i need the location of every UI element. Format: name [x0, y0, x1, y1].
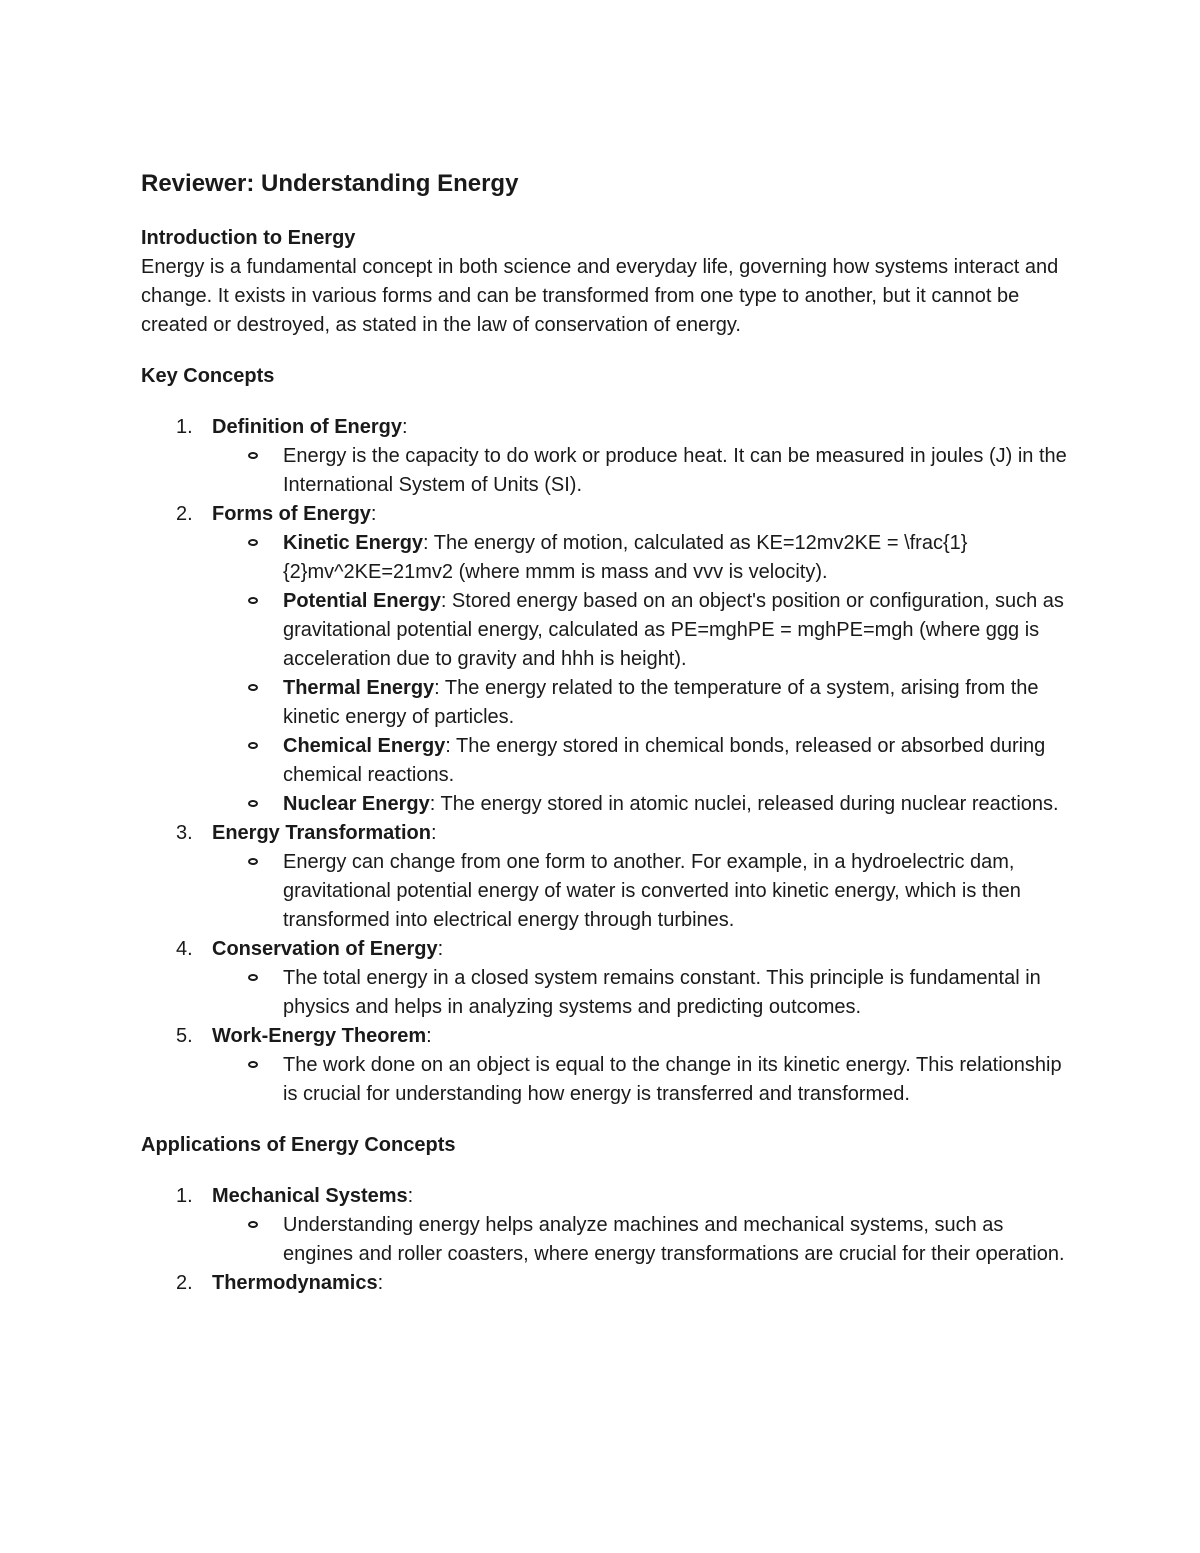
sub-item-text: : The energy stored in atomic nuclei, released during nuclear reactions.	[429, 793, 1059, 815]
hollow-bullet-icon	[248, 452, 258, 459]
sub-item-text: : The energy of motion, calculated as KE=12mv2KE = \frac{1}{2}mv^2KE=21mv2 (where mmm is mass and vvv is velocity).	[283, 532, 968, 583]
key-concept-item	[141, 1022, 1071, 1109]
list-item-colon: :	[430, 822, 437, 844]
hollow-bullet-icon	[248, 858, 258, 865]
list-item-colon: :	[370, 503, 377, 525]
list-item-title: Conservation of Energy	[212, 938, 438, 960]
sub-item-text: Energy is the capacity to do work or produce heat. It can be measured in joules (J) in the International System of Units (SI).	[283, 445, 1067, 496]
list-number: 1.	[176, 416, 193, 438]
list-item-title: Thermodynamics	[212, 1272, 378, 1294]
sub-list-item	[141, 732, 1071, 790]
list-item-title: Work-Energy Theorem	[212, 1025, 427, 1047]
application-item	[141, 1182, 1071, 1269]
sub-item-text: The work done on an object is equal to the change in its kinetic energy. This relationship is crucial for understanding how energy is transferred and transformed.	[283, 1054, 1062, 1105]
key-concept-item	[141, 413, 1071, 500]
sub-item-text: : Stored energy based on an object's position or configuration, such as gravitational potential energy, calculated as PE=mghPE = mghPE=mgh (where ggg is acceleration due to gravity and hhh is height).	[283, 590, 1064, 670]
list-item-title: Mechanical Systems	[212, 1185, 408, 1207]
sub-item-title: Chemical Energy	[283, 735, 446, 757]
hollow-bullet-icon	[248, 684, 258, 691]
sub-list-item	[141, 1211, 1071, 1269]
sub-list	[212, 442, 1071, 500]
document-title: Reviewer: Understanding Energy	[141, 170, 519, 197]
list-number: 3.	[176, 822, 193, 844]
list-item-title: Definition of Energy	[212, 416, 402, 438]
hollow-bullet-icon	[248, 974, 258, 981]
list-item-colon: :	[407, 1185, 414, 1207]
applications-list	[141, 1182, 1071, 1298]
sub-item-text: : The energy stored in chemical bonds, released or absorbed during chemical reactions.	[283, 735, 1046, 786]
sub-list-item	[141, 848, 1071, 935]
sub-list-item	[141, 790, 1071, 819]
sub-list-item	[141, 964, 1071, 1022]
sub-list	[212, 848, 1071, 935]
sub-item-title: Kinetic Energy	[283, 532, 424, 554]
sub-item-title: Nuclear Energy	[283, 793, 430, 815]
key-concepts-list	[141, 413, 1071, 1109]
sub-list	[212, 964, 1071, 1022]
section-heading-introduction: Introduction to Energy	[141, 227, 356, 249]
sub-list	[212, 1051, 1071, 1109]
list-number: 1.	[176, 1185, 193, 1207]
sub-list-item	[141, 674, 1071, 732]
list-item-colon: :	[426, 1025, 432, 1047]
sub-list-item	[141, 442, 1071, 500]
sub-list-item	[141, 529, 1071, 587]
sub-list	[212, 1211, 1071, 1269]
sub-item-text: The total energy in a closed system remains constant. This principle is fundamental in physics and helps in analyzing systems and predicting outcomes.	[283, 967, 1041, 1018]
key-concept-item	[141, 935, 1071, 1022]
document-page	[141, 168, 1071, 1298]
sub-item-text: Understanding energy helps analyze machines and mechanical systems, such as engines and roller coasters, where energy transformations are crucial for their operation.	[283, 1214, 1065, 1265]
intro-paragraph: Energy is a fundamental concept in both science and everyday life, governing how systems interact and change. It exists in various forms and can be transformed from one type to another, but it cannot be created or destroyed, as stated in the law of conservation of energy.	[141, 256, 1059, 336]
sub-item-text: Energy can change from one form to another. For example, in a hydroelectric dam, gravitational potential energy of water is converted into kinetic energy, which is then transformed into electrical energy through turbines.	[283, 851, 1021, 931]
sub-item-title: Potential Energy	[283, 590, 441, 612]
key-concept-item	[141, 500, 1071, 819]
application-item	[141, 1269, 1071, 1298]
hollow-bullet-icon	[248, 539, 258, 546]
hollow-bullet-icon	[248, 597, 258, 604]
list-number: 4.	[176, 938, 193, 960]
sub-list-item	[141, 1051, 1071, 1109]
list-number: 2.	[176, 1272, 193, 1294]
list-item-colon: :	[437, 938, 444, 960]
section-heading-key-concepts: Key Concepts	[141, 365, 275, 387]
key-concept-item	[141, 819, 1071, 935]
hollow-bullet-icon	[248, 800, 258, 807]
list-item-colon: :	[377, 1272, 384, 1294]
hollow-bullet-icon	[248, 742, 258, 749]
sub-item-title: Thermal Energy	[283, 677, 435, 699]
list-number: 5.	[176, 1025, 193, 1047]
sub-list	[212, 529, 1071, 819]
list-number: 2.	[176, 503, 193, 525]
sub-list-item	[141, 587, 1071, 674]
list-item-title: Forms of Energy	[212, 503, 371, 525]
list-item-colon: :	[402, 416, 408, 438]
sub-item-text: : The energy related to the temperature of a system, arising from the kinetic energy of particles.	[283, 677, 1039, 728]
section-heading-applications: Applications of Energy Concepts	[141, 1134, 456, 1156]
hollow-bullet-icon	[248, 1061, 258, 1068]
list-item-title: Energy Transformation	[212, 822, 431, 844]
hollow-bullet-icon	[248, 1221, 258, 1228]
